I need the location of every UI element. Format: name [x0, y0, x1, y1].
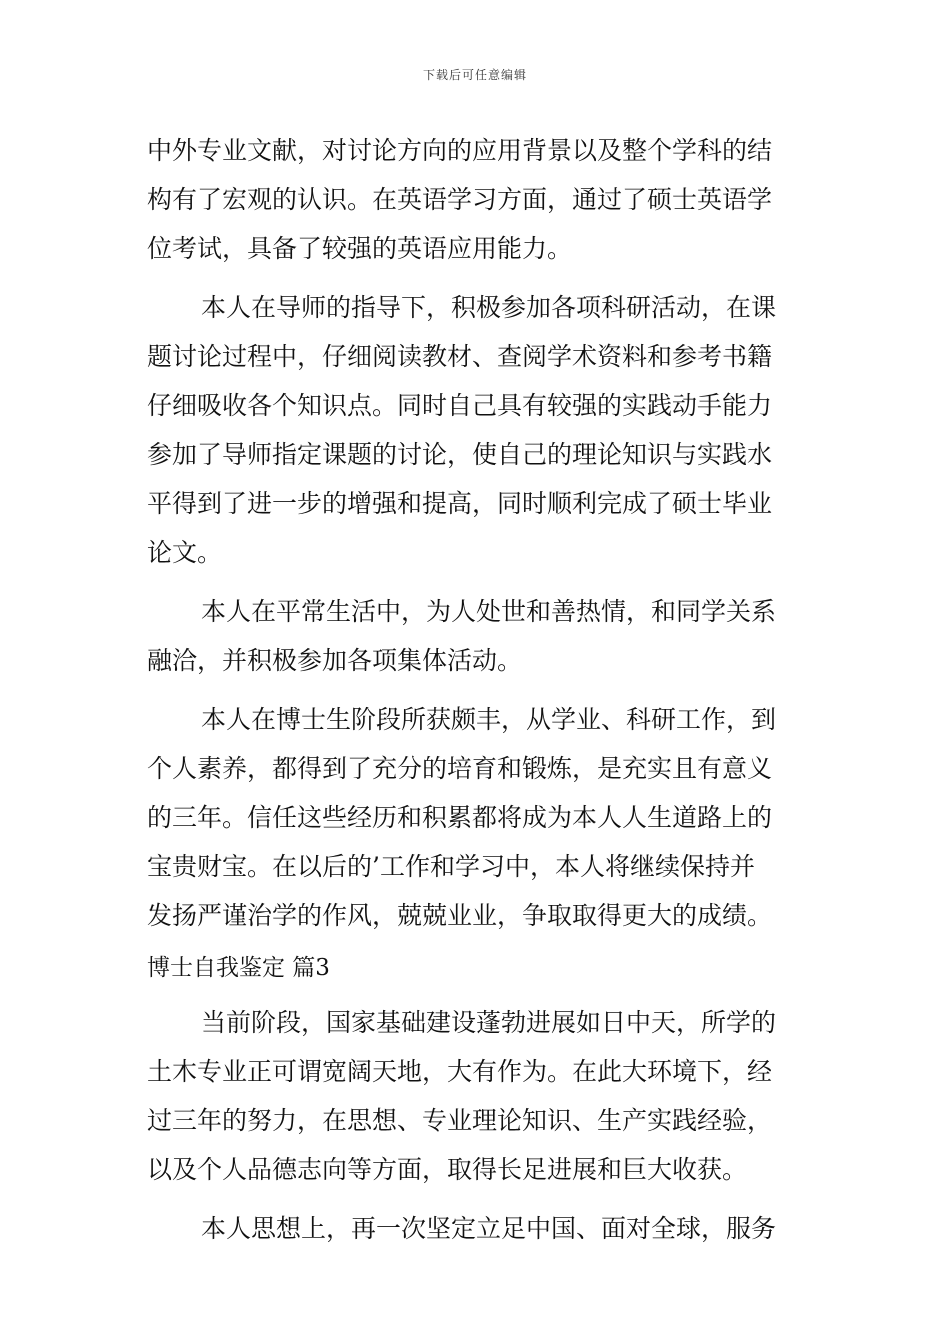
text-line: 题讨论过程中，仔细阅读教材、查阅学术资料和参考书籍	[147, 342, 773, 371]
paragraph	[147, 1204, 807, 1253]
text-line: 土木专业正可谓宽阔天地，大有作为。在此大环境下，经	[147, 1057, 773, 1086]
paragraph	[147, 126, 807, 273]
text-line: 宝贵财宝。在以后的’工作和学习中，本人将继续保持并	[147, 852, 755, 881]
text-line: 发扬严谨治学的作风，兢兢业业，争取取得更大的成绩。	[147, 901, 773, 930]
text-line: 平得到了进一步的增强和提高，同时顺利完成了硕士毕业	[147, 489, 773, 518]
paragraph	[147, 695, 807, 940]
text-line: 位考试，具备了较强的英语应用能力。	[147, 234, 573, 263]
text-line: 本人在博士生阶段所获颇丰，从学业、科研工作，到	[201, 705, 777, 734]
document-body	[147, 126, 807, 1263]
text-line: 本人在导师的指导下，积极参加各项科研活动，在课	[201, 293, 777, 322]
text-line: 个人素养，都得到了充分的培育和锻炼，是充实且有意义	[147, 754, 773, 783]
text-line: 参加了导师指定课题的讨论，使自己的理论知识与实践水	[147, 440, 773, 469]
text-line: 本人思想上，再一次坚定立足中国、面对全球，服务	[201, 1214, 777, 1243]
text-line: 论文。	[147, 538, 223, 567]
header-note: 下载后可任意编辑	[422, 68, 527, 82]
text-line: 构有了宏观的认识。在英语学习方面，通过了硕士英语学	[147, 185, 773, 214]
text-line: 本人在平常生活中，为人处世和善热情，和同学关系	[201, 597, 777, 626]
text-line: 仔细吸收各个知识点。同时自己具有较强的实践动手能力	[147, 391, 773, 420]
text-line: 融洽，并积极参加各项集体活动。	[147, 646, 523, 675]
text-line: 中外专业文献，对讨论方向的应用背景以及整个学科的结	[147, 136, 773, 165]
text-line: 的三年。信任这些经历和积累都将成为本人人生道路上的	[147, 803, 773, 832]
text-line: 当前阶段，国家基础建设蓬勃进展如日中天，所学的	[201, 1008, 777, 1037]
text-line: 过三年的努力，在思想、专业理论知识、生产实践经验，	[147, 1106, 773, 1135]
paragraph	[147, 587, 807, 685]
section-heading: 博士自我鉴定 篇3	[147, 955, 330, 981]
paragraph	[147, 283, 807, 577]
text-line: 以及个人品德志向等方面，取得长足进展和巨大收获。	[147, 1155, 748, 1184]
paragraph	[147, 998, 807, 1194]
